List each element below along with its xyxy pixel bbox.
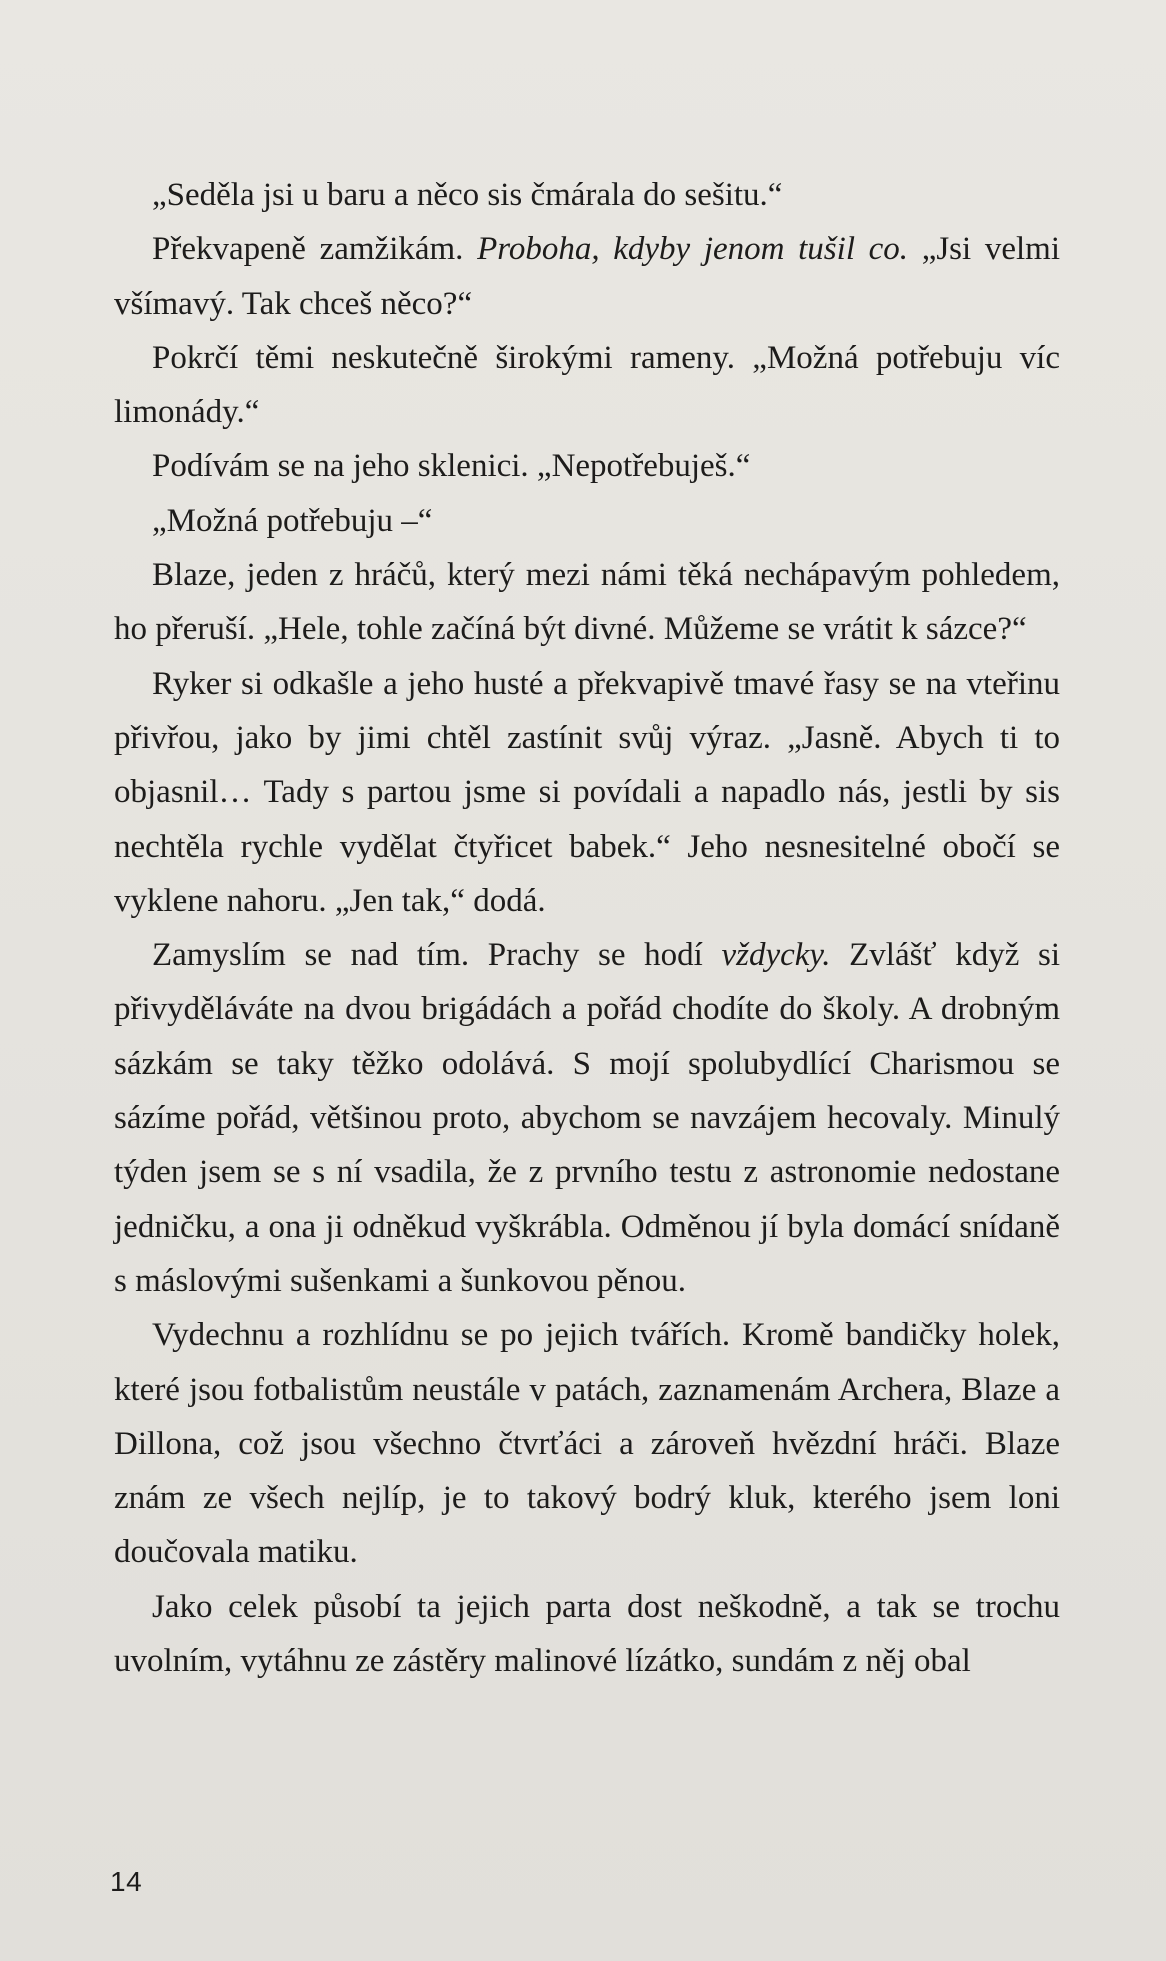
text-segment: Pokrčí těmi neskutečně širokými rameny. „Možná potřebuju víc limonády.“ (114, 339, 1060, 431)
paragraph (114, 331, 1060, 440)
text-segment: Překvapeně zamžikám. (152, 231, 478, 268)
italic-text: vždycky. (721, 937, 831, 974)
paragraph (114, 928, 1060, 1308)
italic-text: Proboha, kdyby jenom tušil co. (477, 231, 909, 268)
text-segment: Zvlášť když si přivyděláváte na dvou brigádách a pořád chodíte do školy. A drobným sázkám se taky těžko odolává. S mojí spolubydlící Charismou se sázíme pořád, většinou proto, abychom se navzájem hecovaly. Minulý týden jsem se s ní vsadila, že z prvního testu z astronomie nedostane jedničku, a ona ji odněkud vyškrábla. Odměnou jí byla domácí snídaně s máslovými sušenkami a šunkovou pěnou. (114, 937, 1060, 1299)
text-segment: „Jsi velmi všímavý. Tak chceš něco?“ (114, 231, 1060, 322)
text-segment: Zamyslím se nad tím. Prachy se hodí (152, 937, 722, 974)
text-segment: Blaze, jeden z hráčů, který mezi námi těká nechápavým pohledem, ho přeruší. „Hele, tohle začíná být divné. Můžeme se vrátit k sázce?“ (114, 557, 1060, 648)
page-number: 14 (110, 1866, 143, 1897)
paragraph (114, 1580, 1060, 1689)
paragraph (114, 494, 1060, 548)
paragraph (114, 657, 1060, 928)
text-segment: Podívám se na jeho sklenici. „Nepotřebuješ.“ (152, 448, 751, 485)
paragraph (114, 222, 1060, 331)
text-segment: Jako celek působí ta jejich parta dost neškodně, a tak se trochu uvolním, vytáhnu ze zástěry malinové lízátko, sundám z něj obal (114, 1588, 1060, 1680)
text-segment: „Možná potřebuju –“ (152, 502, 433, 539)
body-text (114, 168, 1060, 1688)
text-segment: Ryker si odkašle a jeho husté a překvapivě tmavé řasy se na vteřinu přivřou, jako by jimi chtěl zastínit svůj výraz. „Jasně. Abych ti to objasnil… Tady s partou jsme si povídali a napadlo nás, jestli by sis nechtěla rychle vydělat čtyřicet babek.“ Jeho nesnesitelné obočí se vyklene nahoru. „Jen tak,“ dodá. (114, 665, 1060, 919)
paragraph (114, 548, 1060, 657)
text-segment: „Seděla jsi u baru a něco sis čmárala do sešitu.“ (152, 177, 783, 213)
paragraph (114, 1308, 1060, 1579)
text-segment: Vydechnu a rozhlídnu se po jejich tvářích. Kromě bandičky holek, které jsou fotbalistům neustále v patách, zaznamenám Archera, Blaze a Dillona, což jsou všechno čtvrťáci a zároveň hvězdní hráči. Blaze znám ze všech nejlíp, je to takový bodrý kluk, kterého jsem loni doučovala matiku. (114, 1317, 1060, 1571)
paragraph (114, 168, 1060, 222)
paragraph (114, 439, 1060, 493)
